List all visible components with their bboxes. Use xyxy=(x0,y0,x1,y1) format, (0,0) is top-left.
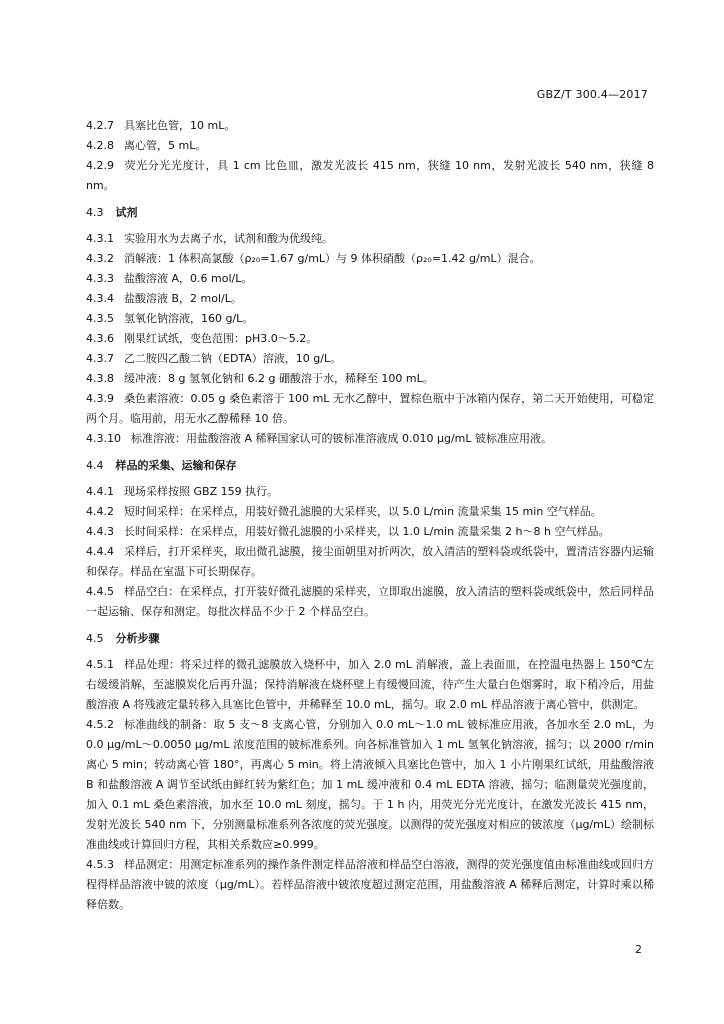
clause-4-3-1: 4.3.1 实验用水为去离子水，试剂和酸为优级纯。 xyxy=(86,232,333,245)
clause-4-5-3: 4.5.3 样品测定：用测定标准系列的操作条件测定样品溶液和样品空白溶液，测得的荧光强度值由标准曲线或回归方程得样品溶液中铍的浓度（μg/mL）。若样品溶液中铍浓度超过测定范围，用盐酸溶液 A 稀释后测定，计算时乘以稀释倍数。 xyxy=(86,858,654,911)
clause-4-3-7: 4.3.7 乙二胺四乙酸二钠（EDTA）溶液，10 g/L。 xyxy=(86,352,342,365)
clause-4-3-2: 4.3.2 消解液：1 体积高氯酸（ρ₂₀=1.67 g/mL）与 9 体积硝酸（ρ₂₀=1.42 g/mL）混合。 xyxy=(86,252,541,265)
clause-4-5-1: 4.5.1 样品处理：将采过样的微孔滤膜放入烧杯中，加入 2.0 mL 消解液，盖上表面皿，在控温电热器上 150℃左右缓缓消解，至滤膜炭化后再升温；保持消解液在烧杯壁上有缓慢回流，待产生大量白色烟雾时，取下稍冷后，用盐酸溶液 A 将残液定量转移入具塞比色管中，并稀释至 10.0 mL，摇匀。取 2.0 mL 样品溶液于离心管中，供测定。 xyxy=(86,658,654,711)
clause-4-3-8: 4.3.8 缓冲液：8 g 氢氧化钠和 6.2 g 硼酸溶于水，稀释至 100 mL。 xyxy=(86,372,434,385)
section-4-4-heading: 4.4 样品的采集、运输和保存 xyxy=(86,459,237,472)
clause-4-5-2: 4.5.2 标准曲线的制备：取 5 支～8 支离心管，分别加入 0.0 mL～1.0 mL 铍标准应用液，各加水至 2.0 mL，为 0.0 μg/mL～0.0050 μg/mL 浓度范围的铍标准系列。向各标准管加入 1 mL 氢氧化钠溶液，摇匀；以 2000 r/min 离心 5 min；转动离心管 180°，再离心 5 min。将上清液倾入具塞比色管中，加入 1 小片刚果红试纸，用盐酸溶液 B 和盐酸溶液 A 调节至试纸由鲜红转为紫红色；加 1 mL 缓冲液和 0.4 mL EDTA 溶液，摇匀；临测量荧光强度前，加入 0.1 mL 桑色素溶液，加水至 10.0 mL 刻度，摇匀。于 1 h 内，用荧光分光光度计，在激发光波长 415 nm，发射光波长 540 nm 下，分别测量标准系列各浓度的荧光强度。以测得的荧光强度对相应的铍浓度（μg/mL）绘制标准曲线或计算回归方程，其相关系数应≥0.999。 xyxy=(86,718,654,851)
document-body xyxy=(86,116,654,915)
clause-4-2-7: 4.2.7 具塞比色管，10 mL。 xyxy=(86,119,236,132)
section-4-3-heading: 4.3 试剂 xyxy=(86,206,138,219)
clause-4-2-8: 4.2.8 离心管，5 mL。 xyxy=(86,139,207,152)
clause-4-4-2: 4.4.2 短时间采样：在采样点，用装好微孔滤膜的大采样夹，以 5.0 L/min 流量采集 15 min 空气样品。 xyxy=(86,505,602,518)
clause-4-3-10: 4.3.10 标准溶液：用盐酸溶液 A 稀释国家认可的铍标准溶液成 0.010 μg/mL 铍标准应用液。 xyxy=(86,432,553,445)
page-number: 2 xyxy=(635,943,642,956)
clause-4-3-3: 4.3.3 盐酸溶液 A，0.6 mol/L。 xyxy=(86,272,253,285)
clause-4-4-3: 4.4.3 长时间采样：在采样点，用装好微孔滤膜的小采样夹，以 1.0 L/min 流量采集 2 h～8 h 空气样品。 xyxy=(86,525,610,538)
clause-4-4-1: 4.4.1 现场采样按照 GBZ 159 执行。 xyxy=(86,485,279,498)
standard-code: GBZ/T 300.4—2017 xyxy=(536,88,648,101)
clause-4-3-6: 4.3.6 刚果红试纸，变色范围：pH3.0～5.2。 xyxy=(86,332,318,345)
section-4-5-heading: 4.5 分析步骤 xyxy=(86,632,160,645)
clause-4-3-9: 4.3.9 桑色素溶液：0.05 g 桑色素溶于 100 mL 无水乙醇中，置棕色瓶中于冰箱内保存，第二天开始使用，可稳定两个月。临用前，用无水乙醇稀释 10 倍。 xyxy=(86,392,654,425)
clause-4-3-4: 4.3.4 盐酸溶液 B，2 mol/L。 xyxy=(86,292,242,305)
clause-4-4-4: 4.4.4 采样后，打开采样夹，取出微孔滤膜，接尘面朝里对折两次，放入清洁的塑料袋或纸袋中，置清洁容器内运输和保存。样品在室温下可长期保存。 xyxy=(86,545,654,578)
clause-4-4-5: 4.4.5 样品空白：在采样点，打开装好微孔滤膜的采样夹，立即取出滤膜，放入清洁的塑料袋或纸袋中，然后同样品一起运输、保存和测定。每批次样品不少于 2 个样品空白。 xyxy=(86,585,654,618)
clause-4-3-5: 4.3.5 氢氧化钠溶液，160 g/L。 xyxy=(86,312,254,325)
clause-4-2-9: 4.2.9 荧光分光光度计，具 1 cm 比色皿，激发光波长 415 nm，狭缝 10 nm，发射光波长 540 nm，狭缝 8 nm。 xyxy=(86,159,654,192)
